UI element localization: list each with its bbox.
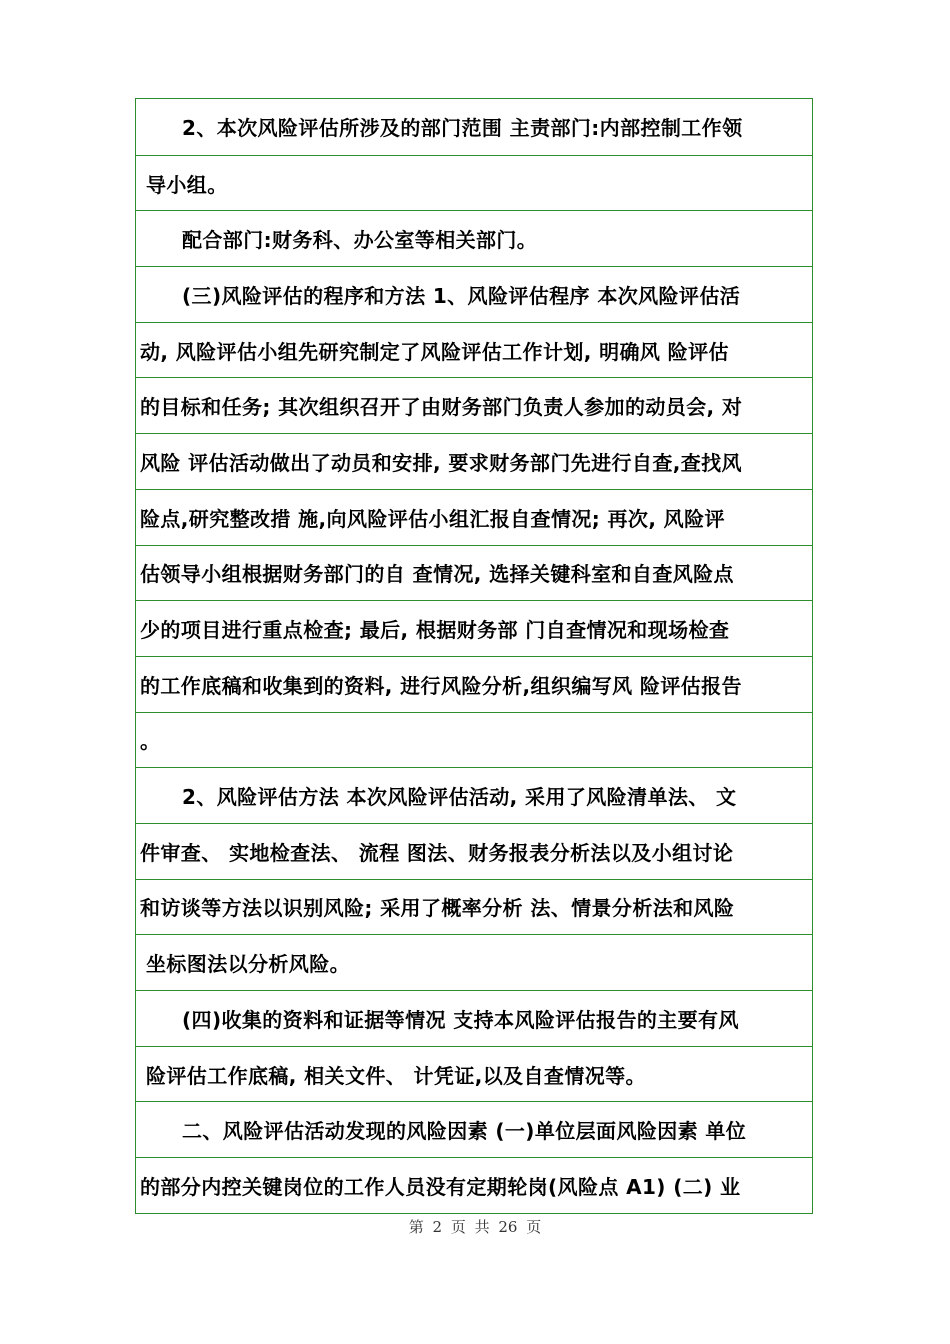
- text-line: 估领导小组根据财务部门的自 查情况, 选择关键科室和自查风险点: [136, 545, 812, 601]
- text-line: 导小组。: [136, 155, 812, 211]
- text-line: 的部分内控关键岗位的工作人员没有定期轮岗(风险点 A1) (二) 业: [136, 1157, 812, 1213]
- text-line: 少的项目进行重点检查; 最后, 根据财务部 门自查情况和现场检查: [136, 600, 812, 656]
- text-line: 险点,研究整改措 施,向风险评估小组汇报自查情况; 再次, 风险评: [136, 489, 812, 545]
- text-line: 的工作底稿和收集到的资料, 进行风险分析,组织编写风 险评估报告: [136, 656, 812, 712]
- text-line: (三)风险评估的程序和方法 1、风险评估程序 本次风险评估活: [136, 266, 812, 322]
- text-line: 和访谈等方法以识别风险; 采用了概率分析 法、情景分析法和风险: [136, 879, 812, 935]
- text-line: 。: [136, 712, 812, 768]
- text-line: 动, 风险评估小组先研究制定了风险评估工作计划, 明确风 险评估: [136, 322, 812, 378]
- text-line: 坐标图法以分析风险。: [136, 934, 812, 990]
- text-line: 二、风险评估活动发现的风险因素 (一)单位层面风险因素 单位: [136, 1101, 812, 1157]
- text-line: 2、风险评估方法 本次风险评估活动, 采用了风险清单法、 文: [136, 767, 812, 823]
- text-line: 配合部门:财务科、办公室等相关部门。: [136, 210, 812, 266]
- document-body: [135, 98, 813, 1214]
- text-line: 险评估工作底稿, 相关文件、 计凭证,以及自查情况等。: [136, 1046, 812, 1102]
- text-line: 2、本次风险评估所涉及的部门范围 主责部门:内部控制工作领: [182, 116, 743, 141]
- text-line: 的目标和任务; 其次组织召开了由财务部门负责人参加的动员会, 对: [136, 377, 812, 433]
- page-number-footer: 第 2 页 共 26 页: [408, 1218, 542, 1236]
- text-line: (四)收集的资料和证据等情况 支持本风险评估报告的主要有风: [136, 990, 812, 1046]
- text-line: 风险 评估活动做出了动员和安排, 要求财务部门先进行自查,查找风: [136, 433, 812, 489]
- text-line: 件审查、 实地检查法、 流程 图法、财务报表分析法以及小组讨论: [136, 823, 812, 879]
